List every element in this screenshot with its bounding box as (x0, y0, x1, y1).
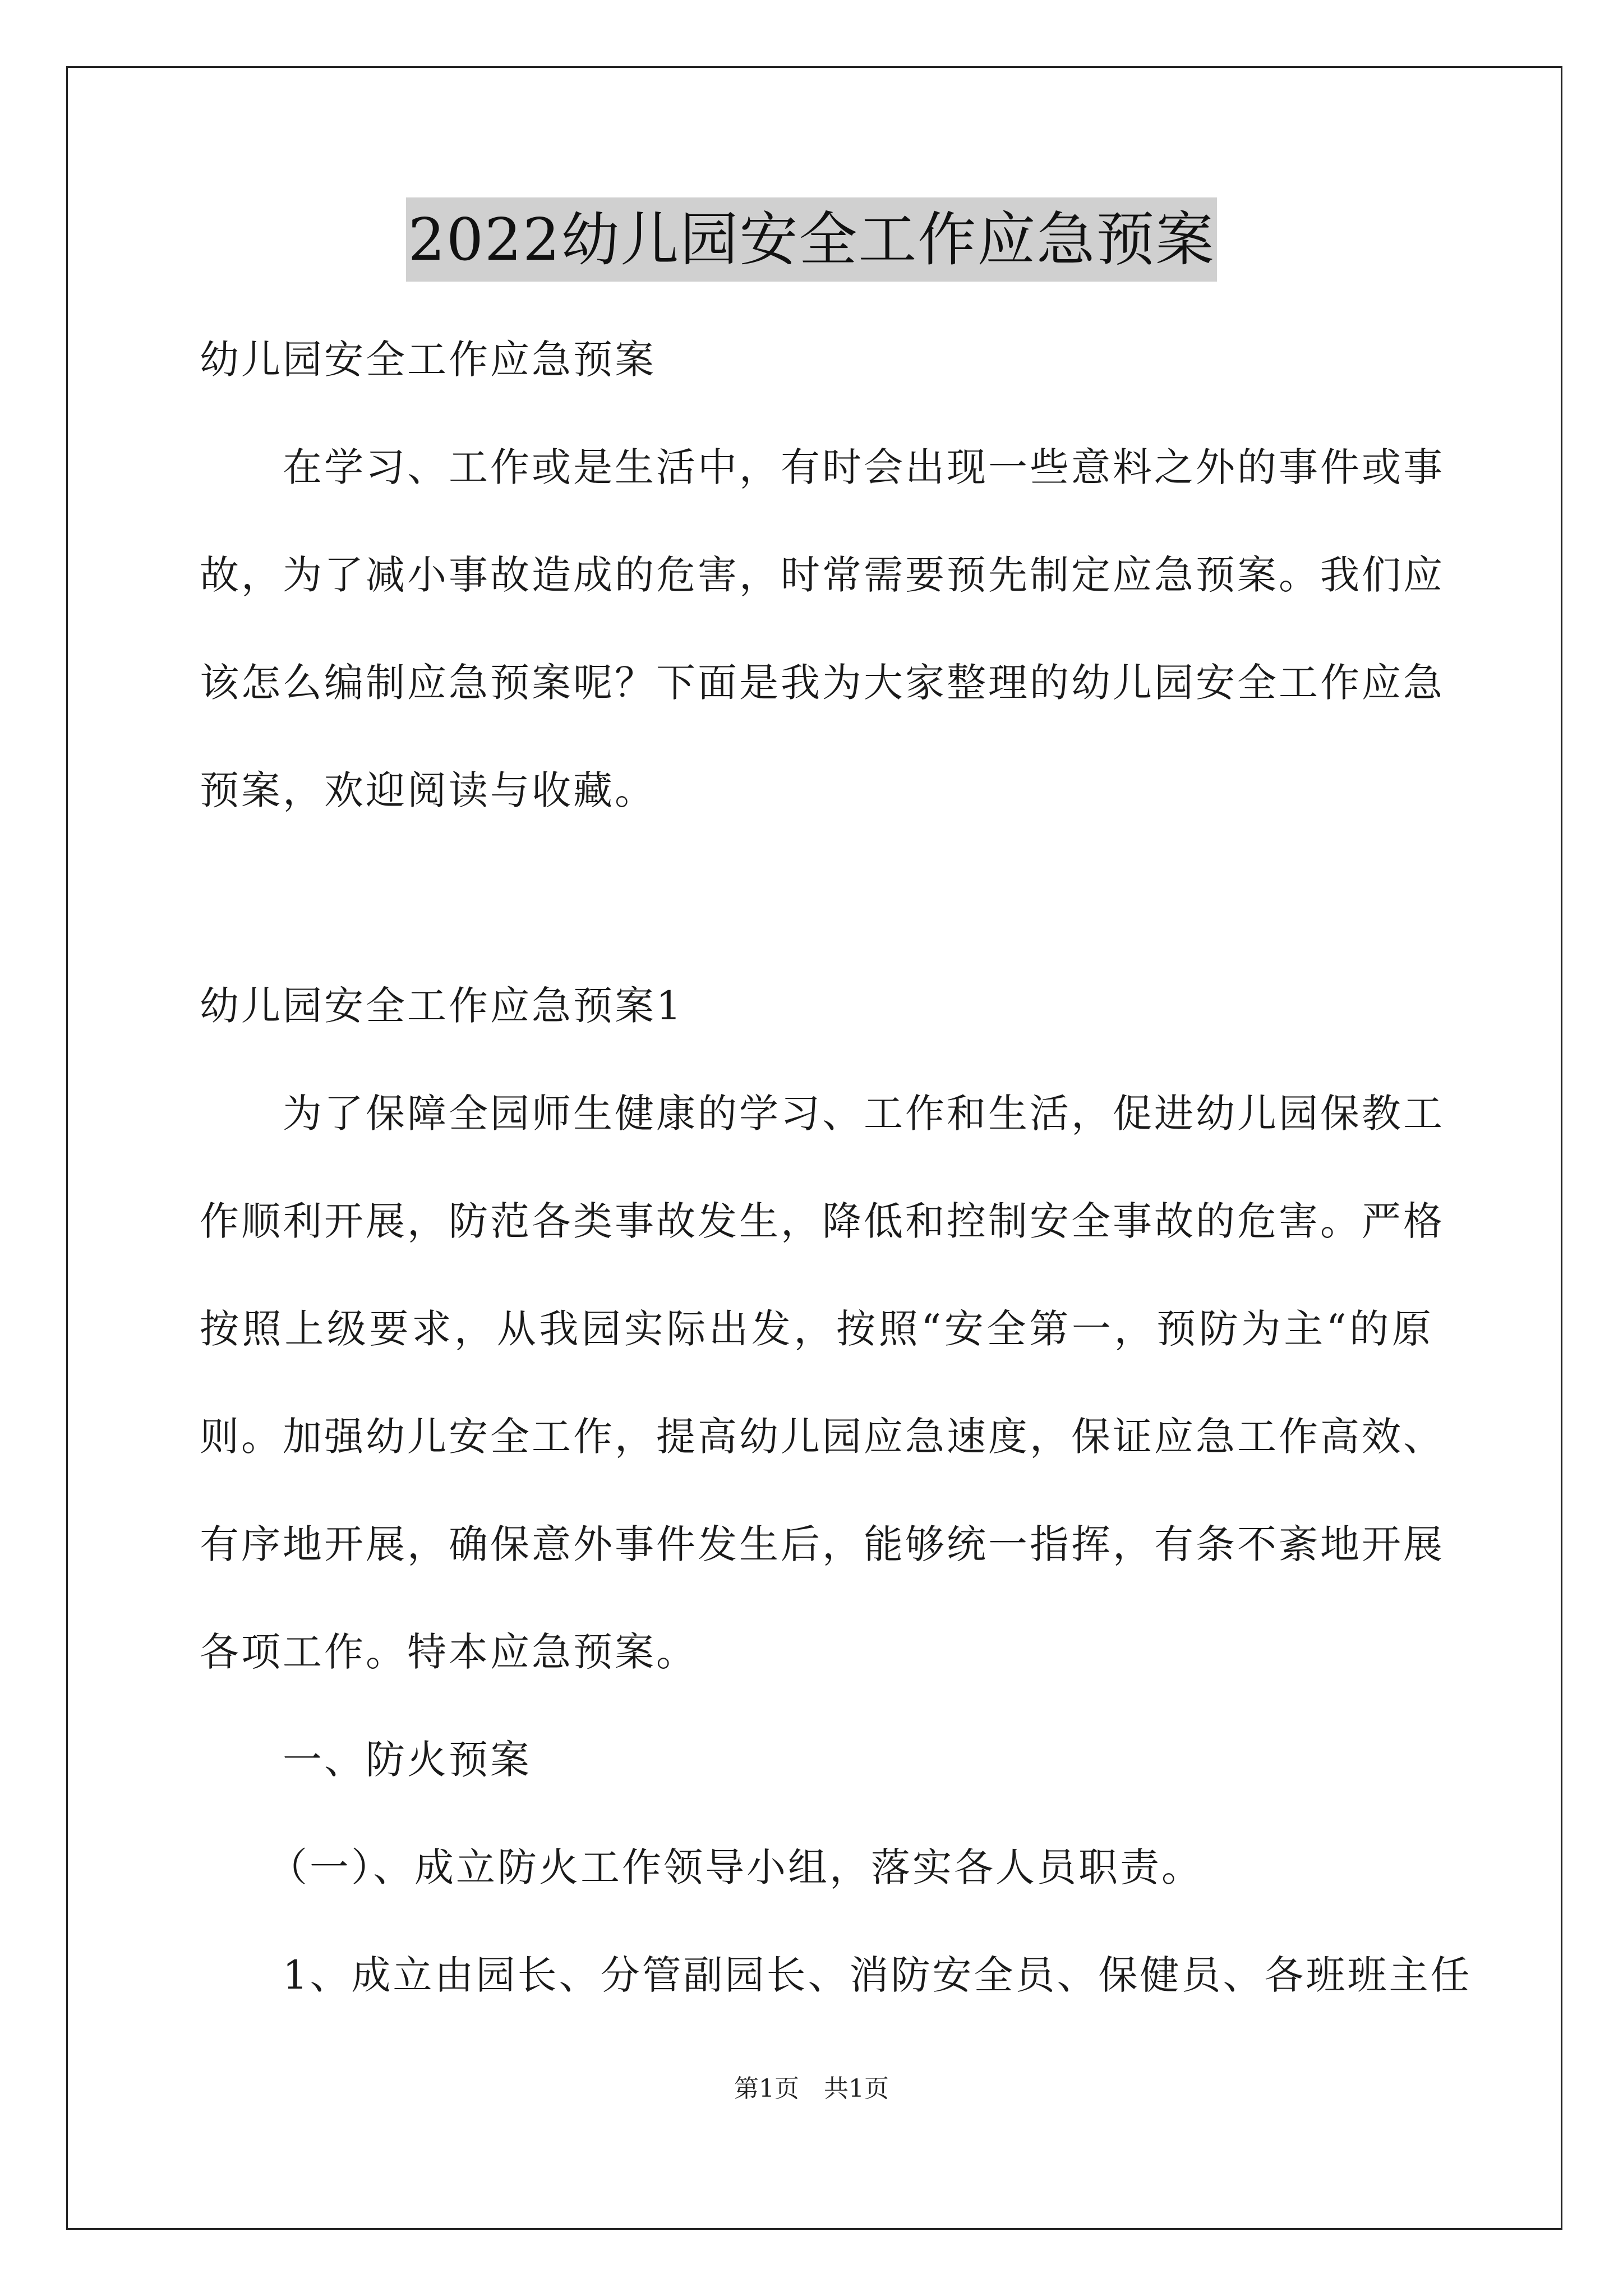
section-heading: 幼儿园安全工作应急预案1 (200, 983, 684, 1029)
fire-plan-subheading: （一）、成立防火工作领导小组，落实各人员职责。 (268, 1844, 1203, 1890)
section-line: 则。加强幼儿安全工作，提高幼儿园应急速度，保证应急工作高效、 (200, 1414, 1445, 1460)
spacer (200, 844, 1433, 952)
intro-line: 故，为了减小事故造成的危害，时常需要预先制定应急预案。我们应 (200, 552, 1445, 598)
fire-plan-heading: 一、防火预案 (283, 1737, 532, 1783)
title-wrap (0, 197, 1623, 282)
intro-line: 预案，欢迎阅读与收藏。 (200, 767, 656, 813)
section-line: 作顺利开展，防范各类事故发生，降低和控制安全事故的危害。严格 (200, 1198, 1445, 1244)
document-title: 2022幼儿园安全工作应急预案 (406, 197, 1218, 282)
section-line: 为了保障全园师生健康的学习、工作和生活，促进幼儿园保教工 (283, 1091, 1445, 1137)
intro-line: 在学习、工作或是生活中，有时会出现一些意料之外的事件或事 (283, 444, 1445, 490)
page-footer: 第1页 共1页 (734, 2074, 889, 2103)
intro-line: 该怎么编制应急预案呢？下面是我为大家整理的幼儿园安全工作应急 (200, 660, 1445, 706)
section-line: 按照上级要求，从我园实际出发，按照“安全第一，预防为主“的原 (200, 1306, 1433, 1352)
subtitle: 幼儿园安全工作应急预案 (200, 337, 656, 383)
document-body (200, 306, 1472, 2029)
section-line: 各项工作。特本应急预案。 (200, 1629, 698, 1675)
fire-plan-item: 1、成立由园长、分管副园长、消防安全员、保健员、各班班主任 (283, 1952, 1472, 1998)
section-line: 有序地开展，确保意外事件发生后，能够统一指挥，有条不紊地开展 (200, 1521, 1445, 1567)
